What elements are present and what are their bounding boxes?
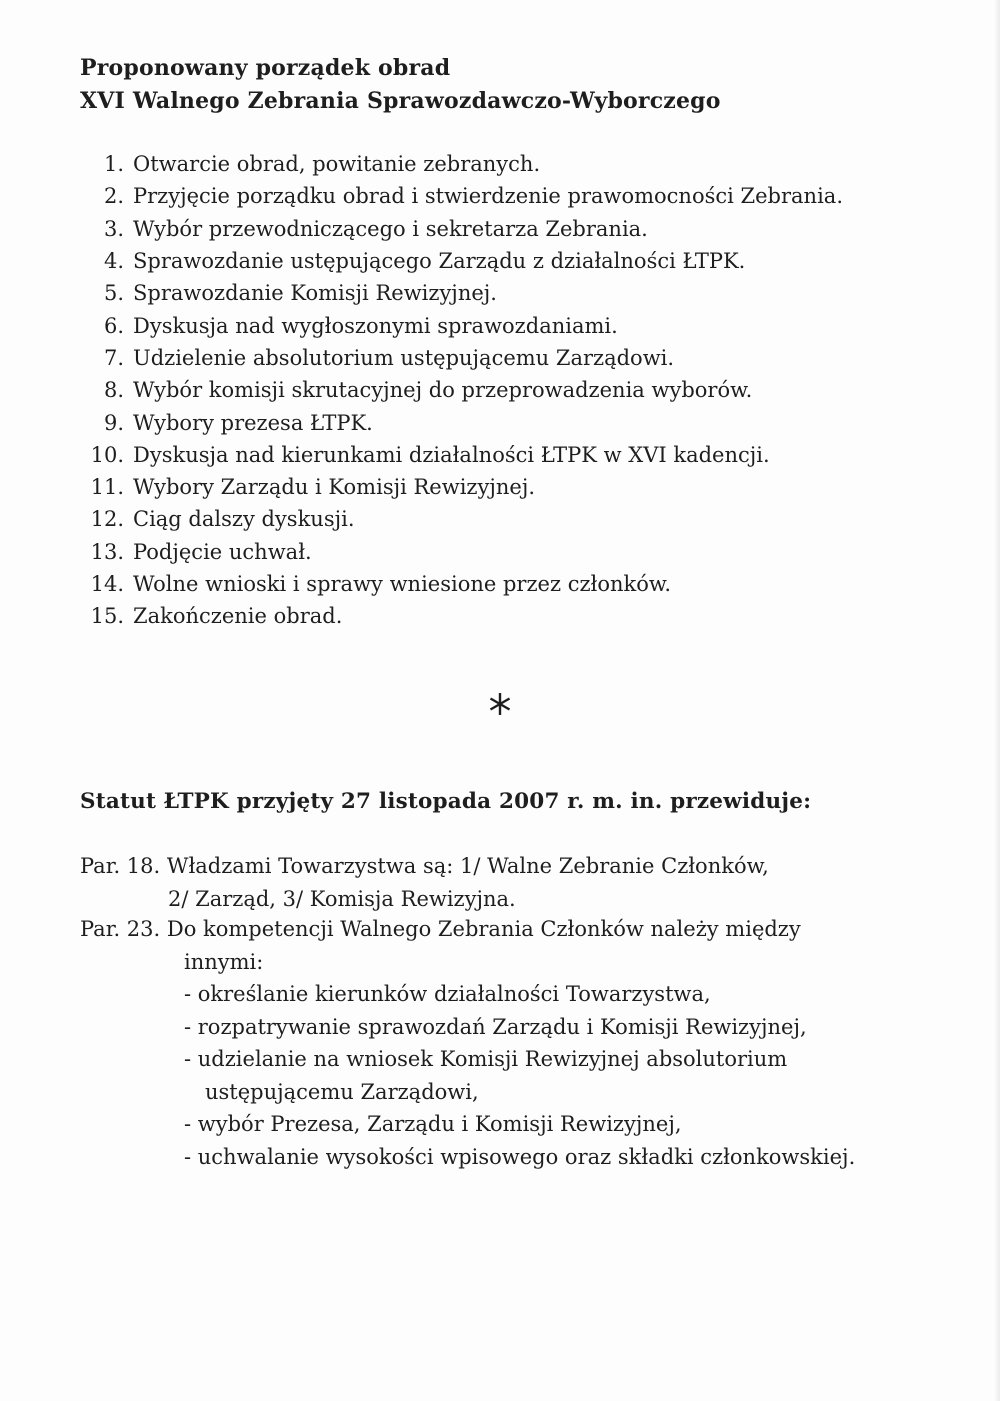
agenda-item-number: 11. <box>90 475 124 500</box>
agenda-item-number: 15. <box>90 604 124 629</box>
agenda-item-number: 1. <box>103 152 124 177</box>
page-edge-shadow <box>994 0 1000 1401</box>
agenda-heading <box>80 52 721 118</box>
agenda-item <box>84 374 964 406</box>
agenda-item-text: Podjęcie uchwał. <box>133 539 312 564</box>
agenda-item-text: Wybór przewodniczącego i sekretarza Zebrania. <box>133 216 648 241</box>
agenda-item-text: Wolne wnioski i sprawy wniesione przez członków. <box>133 572 672 596</box>
par23-line1: Par. 23. Do kompetencji Walnego Zebrania Członków należy między <box>80 917 801 941</box>
par23-item: - określanie kierunków działalności Towarzystwa, <box>184 982 711 1006</box>
agenda-item <box>84 439 964 471</box>
agenda-item <box>84 471 964 503</box>
agenda-item-text: Wybór komisji skrutacyjnej do przeprowadzenia wyborów. <box>133 378 753 403</box>
agenda-item-number: 14. <box>90 572 124 596</box>
agenda-item-text: Ciąg dalszy dyskusji. <box>133 507 355 532</box>
agenda-item <box>84 245 964 277</box>
agenda-item <box>84 148 964 180</box>
par23-item: - rozpatrywanie sprawozdań Zarządu i Komisji Rewizyjnej, <box>184 1014 807 1039</box>
agenda-item-number: 3. <box>103 216 124 241</box>
statute-paragraph-18 <box>80 850 980 915</box>
agenda-item-number: 6. <box>103 313 124 338</box>
agenda-item <box>84 600 964 632</box>
asterisk-divider-icon <box>470 673 530 733</box>
par18-line2: 2/ Zarząd, 3/ Komisja Rewizyjna. <box>168 886 516 911</box>
agenda-item-text: Dyskusja nad wygłoszonymi sprawozdaniami. <box>133 313 618 338</box>
agenda-list <box>84 148 964 632</box>
statute-heading: Statut ŁTPK przyjęty 27 listopada 2007 r. m. in. przewiduje: <box>80 789 812 814</box>
agenda-item-number: 7. <box>103 345 124 370</box>
agenda-item-text: Dyskusja nad kierunkami działalności ŁTPK w XVI kadencji. <box>133 442 770 467</box>
agenda-item-number: 9. <box>103 410 124 435</box>
par23-item: - udzielanie na wniosek Komisji Rewizyjnej absolutorium <box>184 1047 788 1071</box>
agenda-item-text: Otwarcie obrad, powitanie zebranych. <box>133 152 541 177</box>
agenda-item-text: Sprawozdanie Komisji Rewizyjnej. <box>133 281 497 306</box>
agenda-heading-line2: XVI Walnego Zebrania Sprawozdawczo-Wyborczego <box>80 88 721 114</box>
agenda-item-text: Przyjęcie porządku obrad i stwierdzenie prawomocności Zebrania. <box>133 184 843 209</box>
par23-line2: innymi: <box>184 949 264 974</box>
par23-item: - uchwalanie wysokości wpisowego oraz składki członkowskiej. <box>184 1144 856 1169</box>
agenda-item <box>84 309 964 341</box>
agenda-item <box>84 503 964 535</box>
agenda-item <box>84 213 964 245</box>
agenda-item-number: 10. <box>90 442 124 467</box>
agenda-heading-line1: Proponowany porządek obrad <box>80 55 451 81</box>
par23-item: - wybór Prezesa, Zarządu i Komisji Rewizyjnej, <box>184 1112 682 1136</box>
statute-paragraph-23 <box>80 913 980 1173</box>
agenda-item-text: Zakończenie obrad. <box>133 604 343 629</box>
par18-line1: Par. 18. Władzami Towarzystwa są: 1/ Walne Zebranie Członków, <box>80 854 769 878</box>
agenda-item-text: Udzielenie absolutorium ustępującemu Zarządowi. <box>133 345 675 370</box>
par23-item-continuation: ustępującemu Zarządowi, <box>205 1079 479 1104</box>
agenda-item-text: Wybory prezesa ŁTPK. <box>133 410 373 435</box>
agenda-item-text: Sprawozdanie ustępującego Zarządu z działalności ŁTPK. <box>133 249 746 274</box>
agenda-item-number: 13. <box>90 539 124 564</box>
agenda-item-number: 12. <box>90 507 124 532</box>
agenda-item-number: 2. <box>103 184 124 209</box>
agenda-item <box>84 536 964 568</box>
agenda-item-number: 4. <box>103 249 124 274</box>
agenda-item <box>84 277 964 309</box>
agenda-item-number: 5. <box>103 281 124 306</box>
agenda-item <box>84 406 964 438</box>
agenda-item <box>84 180 964 212</box>
agenda-item <box>84 342 964 374</box>
agenda-item <box>84 568 964 600</box>
agenda-item-number: 8. <box>103 378 124 403</box>
agenda-item-text: Wybory Zarządu i Komisji Rewizyjnej. <box>133 475 536 500</box>
